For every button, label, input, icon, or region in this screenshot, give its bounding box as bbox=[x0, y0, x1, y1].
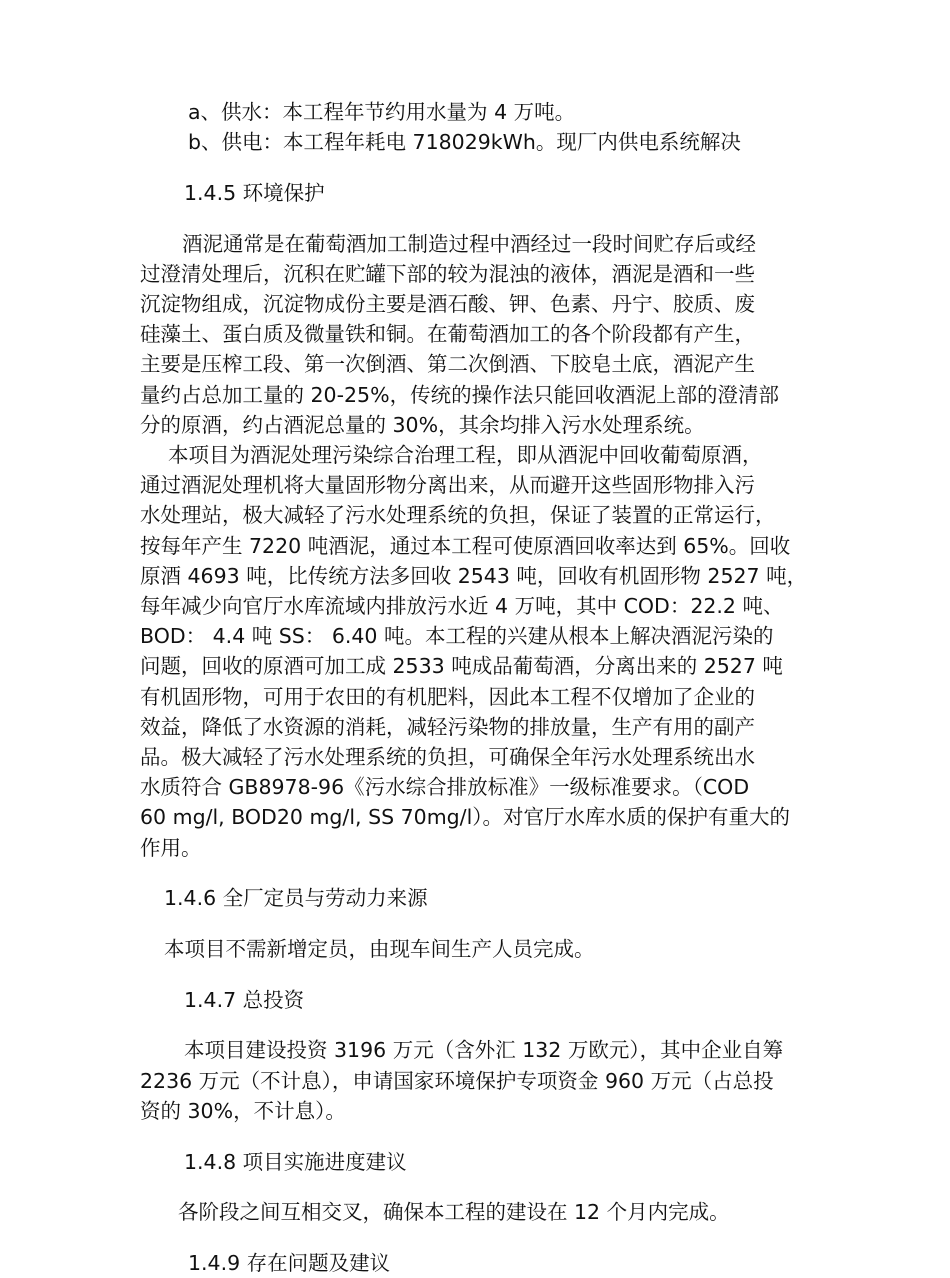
heading-1-4-5: 1.4.5 环境保护 bbox=[184, 180, 325, 205]
paragraph-project bbox=[140, 440, 820, 863]
heading-1-4-6: 1.4.6 全厂定员与劳动力来源 bbox=[164, 886, 428, 911]
paragraph-investment bbox=[140, 1035, 820, 1126]
paragraph-line: 作用。 bbox=[140, 835, 202, 860]
paragraph-line: 2236 万元（不计息），申请国家环境保护专项资金 960 万元（占总投 bbox=[140, 1068, 774, 1093]
paragraph-line: 问题，回收的原酒可加工成 2533 吨成品葡萄酒，分离出来的 2527 吨 bbox=[140, 654, 783, 679]
paragraph-line: 效益，降低了水资源的消耗，减轻污染物的排放量，生产有用的副产 bbox=[140, 714, 755, 739]
paragraph-line: 分的原酒，约占酒泥总量的 30%，其余均排入污水处理系统。 bbox=[140, 412, 705, 437]
paragraph-line: 原酒 4693 吨，比传统方法多回收 2543 吨，回收有机固形物 2527 吨， bbox=[140, 563, 808, 588]
paragraph-line: 有机固形物，可用于农田的有机肥料，因此本工程不仅增加了企业的 bbox=[140, 684, 755, 709]
staffing-line: 本项目不需新增定员，由现车间生产人员完成。 bbox=[164, 937, 595, 962]
paragraph-line: 每年减少向官厅水库流域内排放污水近 4 万吨，其中 COD：22.2 吨、 bbox=[140, 594, 784, 619]
paragraph-line: 通过酒泥处理机将大量固形物分离出来，从而避开这些固形物排入污 bbox=[140, 473, 755, 498]
paragraph-line: 过澄清处理后，沉积在贮罐下部的较为混浊的液体，酒泥是酒和一些 bbox=[140, 261, 755, 286]
paragraph-line: 60 mg/l, BOD20 mg/l, SS 70mg/l）。对官厅水库水质的保护有重大的 bbox=[140, 805, 791, 830]
paragraph-line: BOD： 4.4 吨 SS： 6.40 吨。本工程的兴建从根本上解决酒泥污染的 bbox=[140, 624, 774, 649]
heading-1-4-8: 1.4.8 项目实施进度建议 bbox=[184, 1149, 407, 1174]
paragraph-line: 品。极大减轻了污水处理系统的负担，可确保全年污水处理系统出水 bbox=[140, 745, 755, 770]
paragraph-line: 水处理站，极大减轻了污水处理系统的负担，保证了装置的正常运行， bbox=[140, 503, 776, 528]
paragraph-line: 按每年产生 7220 吨酒泥，通过本工程可使原酒回收率达到 65%。回收 bbox=[140, 533, 791, 558]
paragraph-line: 水质符合 GB8978-96《污水综合排放标准》一级标准要求。（COD bbox=[140, 775, 750, 800]
heading-1-4-7: 1.4.7 总投资 bbox=[184, 987, 305, 1012]
paragraph-wine-lees bbox=[140, 229, 820, 440]
paragraph-line: 本项目为酒泥处理污染综合治理工程，即从酒泥中回收葡萄原酒， bbox=[168, 443, 763, 468]
schedule-line: 各阶段之间互相交叉，确保本工程的建设在 12 个月内完成。 bbox=[178, 1200, 730, 1225]
paragraph-line: 本项目建设投资 3196 万元（含外汇 132 万欧元），其中企业自筹 bbox=[184, 1038, 784, 1063]
heading-1-4-9: 1.4.9 存在问题及建议 bbox=[188, 1251, 391, 1275]
supply-section bbox=[140, 97, 820, 157]
paragraph-line: 硅藻土、蛋白质及微量铁和铜。在葡萄酒加工的各个阶段都有产生， bbox=[140, 322, 755, 347]
power-supply-line: b、供电：本工程年耗电 718029kWh。现厂内供电系统解决 bbox=[188, 130, 741, 155]
paragraph-line: 主要是压榨工段、第一次倒酒、第二次倒酒、下胶皂土底，酒泥产生 bbox=[140, 352, 755, 377]
paragraph-line: 酒泥通常是在葡萄酒加工制造过程中酒经过一段时间贮存后或经 bbox=[182, 231, 756, 256]
paragraph-line: 资的 30%，不计息）。 bbox=[140, 1098, 346, 1123]
paragraph-line: 沉淀物组成，沉淀物成份主要是酒石酸、钾、色素、丹宁、胶质、废 bbox=[140, 292, 755, 317]
water-supply-line: a、供水：本工程年节约用水量为 4 万吨。 bbox=[188, 100, 576, 124]
paragraph-line: 量约占总加工量的 20-25%，传统的操作法只能回收酒泥上部的澄清部 bbox=[140, 382, 780, 407]
